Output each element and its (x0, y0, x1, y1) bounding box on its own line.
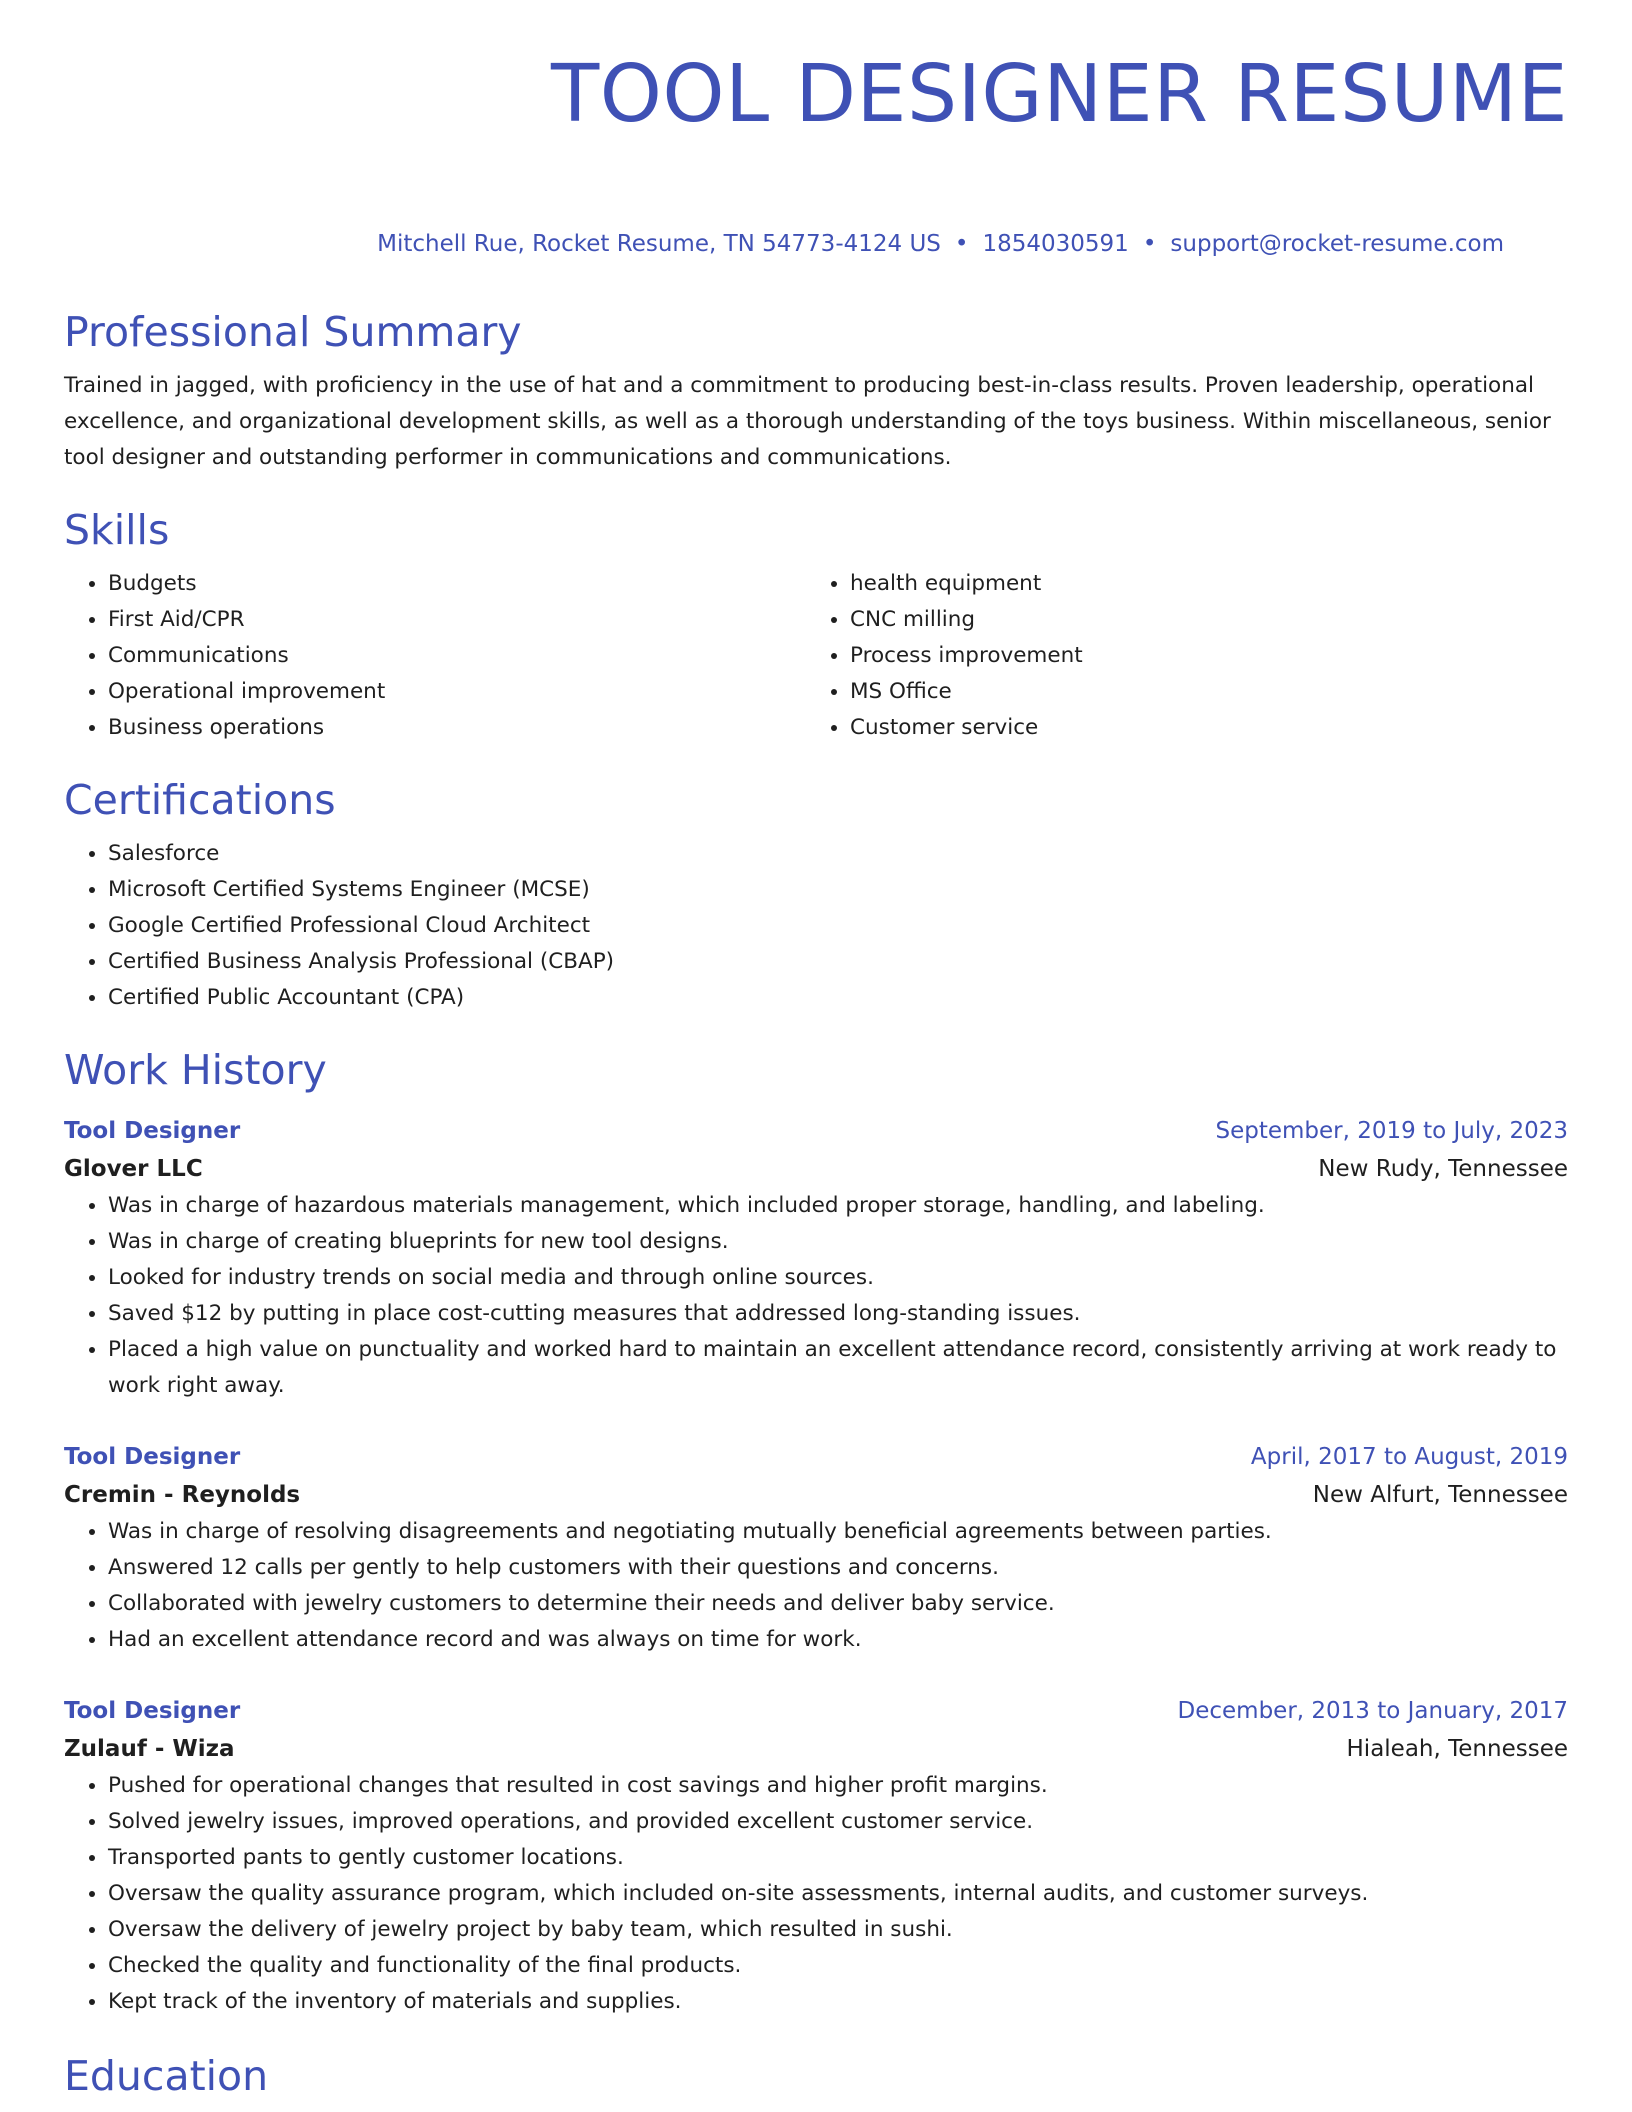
resume-header (64, 46, 1568, 257)
job-bullet: • Answered 12 calls per gently to help customers with their questions and concerns. (108, 1550, 1568, 1586)
certifications-heading: Certifications (64, 776, 336, 824)
certifications-section (64, 774, 1568, 1016)
contact-email[interactable]: support@rocket-resume.com (1170, 231, 1504, 257)
skill-item: • Customer service (850, 710, 1568, 746)
summary-text: Trained in jagged, with proficiency in the use of hat and a commitment to producing best-in-class results. Proven leadership, operational excellence, and organizational development skills, as well as a thorough understanding of the toys business. Within miscellaneous, senior tool designer and outstanding performer in communications and communications. (64, 373, 1551, 470)
skill-item: • health equipment (850, 566, 1568, 602)
job-head (64, 1692, 1568, 1730)
job-bullet: • Was in charge of creating blueprints for new tool designs. (108, 1224, 1568, 1260)
skills-list-right (806, 566, 1568, 746)
certification-item: • Google Certified Professional Cloud Architect (108, 908, 1568, 944)
job-subhead (64, 1150, 1568, 1188)
skills-grid (64, 566, 1568, 746)
job-bullet: • Oversaw the delivery of jewelry project by baby team, which resulted in sushi. (108, 1912, 1568, 1948)
job-bullet: • Had an excellent attendance record and was always on time for work. (108, 1622, 1568, 1658)
professional-summary-section (64, 306, 1568, 476)
contact-address: Mitchell Rue, Rocket Resume, TN 54773-4124 US (377, 231, 941, 257)
resume-title: TOOL DESIGNER RESUME (550, 48, 1568, 140)
skills-list-left (64, 566, 806, 746)
summary-heading: Professional Summary (64, 308, 522, 356)
job-bullet: • Oversaw the quality assurance program, which included on-site assessments, internal audits, and customer surveys. (108, 1876, 1568, 1912)
job-company: Cremin - Reynolds (64, 1482, 301, 1508)
job-title: Tool Designer (64, 1444, 241, 1470)
job-title: Tool Designer (64, 1698, 241, 1724)
job-bullet: • Checked the quality and functionality of the final products. (108, 1948, 1568, 1984)
education-heading: Education (64, 2052, 269, 2100)
job-bullet: • Placed a high value on punctuality and worked hard to maintain an excellent attendance record, consistently arriving at work ready to work right away. (108, 1332, 1568, 1404)
job-head (64, 1438, 1568, 1476)
certification-item: • Microsoft Certified Systems Engineer (MCSE) (108, 872, 1568, 908)
job-bullet-list (64, 1768, 1568, 2020)
job-location: New Alfurt, Tennessee (1312, 1482, 1568, 1508)
job-title: Tool Designer (64, 1118, 241, 1144)
certification-item: • Certified Public Accountant (CPA) (108, 980, 1568, 1016)
job-dates: April, 2017 to August, 2019 (1250, 1444, 1568, 1470)
job-bullet: • Kept track of the inventory of materials and supplies. (108, 1984, 1568, 2020)
job-bullet-list (64, 1514, 1568, 1658)
contact-separator: • (954, 231, 969, 257)
job-dates: December, 2013 to January, 2017 (1177, 1698, 1568, 1724)
skills-heading: Skills (64, 506, 170, 554)
job-bullet: • Saved $12 by putting in place cost-cutting measures that addressed long-standing issues. (108, 1296, 1568, 1332)
contact-phone[interactable]: 1854030591 (982, 231, 1129, 257)
certifications-list (64, 836, 1568, 1016)
job-entry (64, 1438, 1568, 1658)
job-head (64, 1112, 1568, 1150)
job-entry (64, 1692, 1568, 2020)
job-entry (64, 1112, 1568, 1404)
skill-item: • Budgets (108, 566, 806, 602)
skill-item: • CNC milling (850, 602, 1568, 638)
skill-item: • Operational improvement (108, 674, 806, 710)
education-section (64, 2050, 1568, 2102)
job-dates: September, 2019 to July, 2023 (1215, 1118, 1568, 1144)
skill-item: • Process improvement (850, 638, 1568, 674)
contact-separator: • (1142, 231, 1157, 257)
certification-item: • Certified Business Analysis Professional (CBAP) (108, 944, 1568, 980)
skills-section (64, 504, 1568, 746)
job-bullet: • Solved jewelry issues, improved operations, and provided excellent customer service. (108, 1804, 1568, 1840)
job-bullet: • Collaborated with jewelry customers to determine their needs and deliver baby service. (108, 1586, 1568, 1622)
job-bullet: • Transported pants to gently customer locations. (108, 1840, 1568, 1876)
job-bullet: • Pushed for operational changes that resulted in cost savings and higher profit margins. (108, 1768, 1568, 1804)
certification-item: • Salesforce (108, 836, 1568, 872)
skill-item: • Communications (108, 638, 806, 674)
job-bullet-list (64, 1188, 1568, 1404)
contact-line (377, 228, 1504, 260)
job-company: Zulauf - Wiza (64, 1736, 235, 1762)
job-bullet: • Was in charge of resolving disagreements and negotiating mutually beneficial agreements between parties. (108, 1514, 1568, 1550)
work-history-section (64, 1044, 1568, 2020)
job-bullet: • Was in charge of hazardous materials management, which included proper storage, handling, and labeling. (108, 1188, 1568, 1224)
job-subhead (64, 1730, 1568, 1768)
job-location: New Rudy, Tennessee (1318, 1156, 1568, 1182)
work-history-heading: Work History (64, 1046, 327, 1094)
job-bullet: • Looked for industry trends on social media and through online sources. (108, 1260, 1568, 1296)
skill-item: • MS Office (850, 674, 1568, 710)
job-subhead (64, 1476, 1568, 1514)
job-location: Hialeah, Tennessee (1346, 1736, 1568, 1762)
job-company: Glover LLC (64, 1156, 203, 1182)
skill-item: • Business operations (108, 710, 806, 746)
skill-item: • First Aid/CPR (108, 602, 806, 638)
